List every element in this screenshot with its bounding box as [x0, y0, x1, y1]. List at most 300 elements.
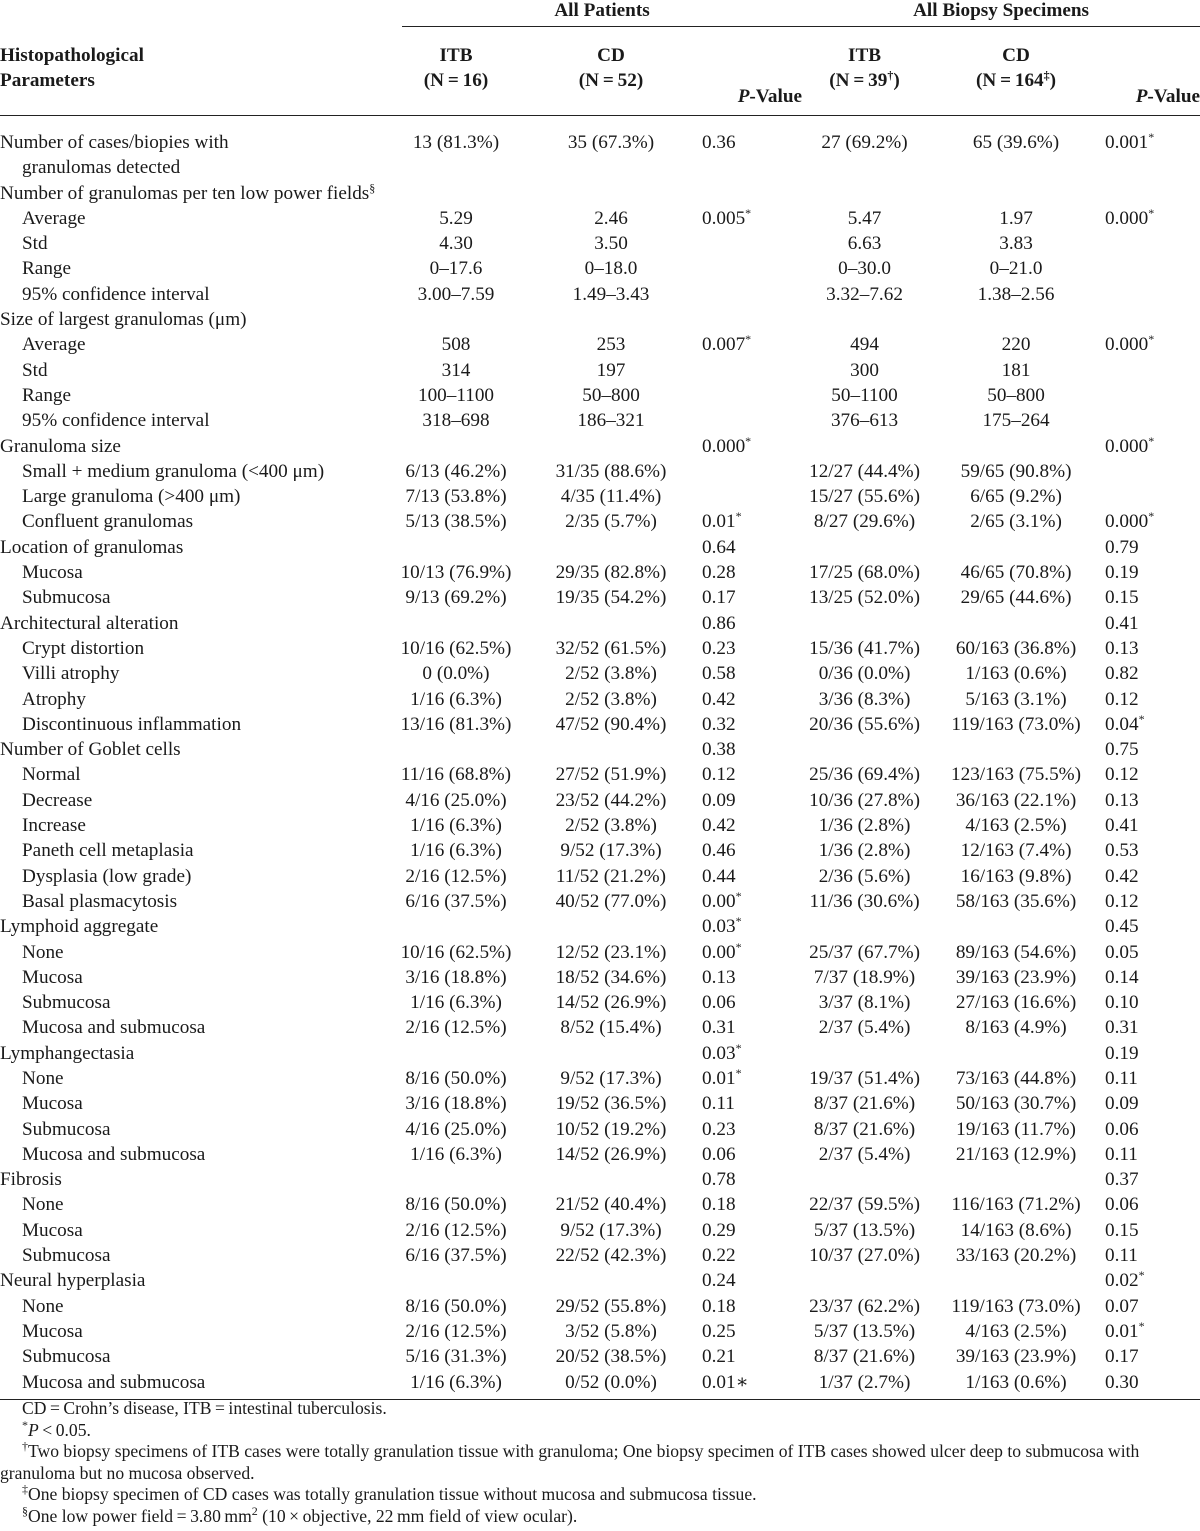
pvalue-biopsy-cell: [1105, 181, 1200, 206]
column-header-row: [0, 27, 1200, 116]
pvalue-biopsy-cell: 0.07: [1105, 1295, 1139, 1317]
itb-patients-cell: 7/13 (53.8%): [405, 486, 507, 508]
row-label: Confluent granulomas: [22, 511, 194, 533]
pvalue-biopsy-cell: 0.19: [1105, 1042, 1139, 1064]
cd-patients-cell: [520, 434, 702, 459]
pvalue-patients-cell: 0.01∗: [702, 1370, 802, 1400]
cd-patients-cell: 29/52 (55.8%): [555, 1295, 667, 1317]
pvalue-biopsy-cell: [1105, 358, 1200, 383]
cd-patients-cell: 29/35 (82.8%): [555, 562, 667, 584]
table-row: [0, 408, 1200, 433]
cd-patients-cell: 27/52 (51.9%): [555, 764, 667, 786]
pvalue-biopsy-cell: 0.11: [1105, 1143, 1138, 1165]
cd-biopsy-cell: 39/163 (23.9%): [955, 1346, 1077, 1368]
itb-biopsy-cell: [802, 181, 927, 206]
footnote-abbrev: CD = Crohn’s disease, ITB = intestinal tuberculosis.: [22, 1398, 387, 1418]
itb-patients-n: (N = 16): [423, 70, 489, 91]
itb-patients-cell: 10/16 (62.5%): [400, 637, 512, 659]
itb-biopsy-cell: 5/37 (13.5%): [813, 1320, 916, 1342]
row-label: Submucosa: [22, 1118, 111, 1140]
itb-patients-cell: [392, 1167, 520, 1192]
row-label: Neural hyperplasia: [0, 1270, 146, 1292]
pvalue-patients-cell: 0.22: [702, 1245, 736, 1267]
table-row: [0, 535, 1200, 560]
table-row: [0, 1268, 1200, 1293]
itb-biopsy-cell: [802, 611, 927, 636]
cd-biopsy-cell: 0–21.0: [989, 258, 1043, 280]
cd-patients-cell: 2/35 (5.7%): [565, 511, 657, 533]
pvalue-patients-cell: 0.78: [702, 1169, 736, 1191]
pvalue-patients-cell: 0.42: [702, 688, 736, 710]
row-label: 95% confidence interval: [22, 283, 210, 305]
cd-biopsy-cell: 33/163 (20.2%): [955, 1245, 1077, 1267]
itb-patients-cell: 3.00–7.59: [417, 283, 495, 305]
itb-biopsy-cell: 25/37 (67.7%): [809, 941, 920, 963]
itb-patients-cell: 4/16 (25.0%): [405, 1118, 507, 1140]
itb-biopsy-cell: 12/27 (44.4%): [809, 460, 920, 482]
table-row: [0, 1319, 1200, 1344]
pvalue-patients-cell: 0.000*: [702, 433, 752, 457]
row-label: Number of cases/biopies with: [0, 132, 229, 153]
cd-biopsy-cell: 220: [1001, 334, 1031, 356]
table-row: [0, 990, 1200, 1015]
pvalue-biopsy-cell: 0.09: [1105, 1093, 1139, 1115]
row-label: Normal: [22, 764, 81, 786]
pvalue-biopsy-cell: [1105, 408, 1200, 433]
cd-biopsy-cell: 89/163 (54.6%): [955, 941, 1077, 963]
itb-patients-cell: 10/16 (62.5%): [400, 941, 512, 963]
cd-patients-cell: 0–18.0: [584, 258, 638, 280]
cd-patients-cell: 14/52 (26.9%): [555, 1143, 667, 1165]
itb-patients-cell: 2/16 (12.5%): [405, 1320, 507, 1342]
pvalue-patients-cell: 0.00*: [702, 888, 742, 912]
pvalue-patients-cell: 0.18: [702, 1194, 736, 1216]
itb-patients-cell: 2/16 (12.5%): [405, 1219, 507, 1241]
table-row: [0, 762, 1200, 787]
pvalue-patients-cell: [702, 459, 802, 484]
p-rest: -Value: [749, 86, 803, 107]
pvalue-patients-cell: 0.17: [702, 587, 736, 609]
row-label: Lymphoid aggregate: [0, 916, 159, 938]
cd-biopsy-cell: 36/163 (22.1%): [955, 789, 1077, 811]
param-column-header: [0, 27, 392, 116]
itb-patients-cell: [392, 611, 520, 636]
itb-patients-cell: 1/16 (6.3%): [410, 992, 502, 1014]
pvalue-patients-cell: [702, 358, 802, 383]
itb-biopsy-cell: 50–1100: [831, 384, 898, 406]
pvalue-patients-cell: [702, 181, 802, 206]
table-row: [0, 1218, 1200, 1243]
pvalue-patients-cell: 0.38: [702, 739, 736, 761]
pvalue-biopsy-cell: 0.75: [1105, 739, 1139, 761]
itb-patients-cell: 3/16 (18.8%): [405, 966, 507, 988]
row-label: 95% confidence interval: [22, 410, 210, 432]
cd-biopsy-cell: 5/163 (3.1%): [965, 688, 1067, 710]
pvalue-biopsy-header: [1105, 27, 1200, 116]
table-row: [0, 611, 1200, 636]
pvalue-biopsy-cell: 0.30: [1105, 1370, 1200, 1400]
itb-patients-cell: 1/16 (6.3%): [410, 840, 502, 862]
cd-patients-cell: 10/52 (19.2%): [555, 1118, 667, 1140]
itb-patients-cell: [392, 307, 520, 332]
footnote-star: *P < 0.05.: [22, 1417, 91, 1440]
pvalue-biopsy-cell: 0.31: [1105, 1017, 1139, 1039]
itb-patients-cell: 318–698: [422, 410, 490, 432]
group-header-row: [0, 0, 1200, 27]
pvalue-patients-cell: 0.58: [702, 663, 736, 685]
itb-patients-cell: [392, 155, 520, 180]
pvalue-biopsy-cell: 0.37: [1105, 1169, 1139, 1191]
table-row: [0, 282, 1200, 307]
cd-biopsy-cell: [927, 181, 1105, 206]
pvalue-patients-cell: [702, 307, 802, 332]
pvalue-biopsy-cell: 0.79: [1105, 536, 1139, 558]
row-label: Lymphangectasia: [0, 1042, 135, 1064]
table-row: [0, 889, 1200, 914]
row-label: Mucosa: [22, 562, 83, 584]
row-label: Location of granulomas: [0, 536, 184, 558]
row-label: None: [22, 941, 64, 963]
table-row: [0, 256, 1200, 281]
itb-patients-cell: [392, 737, 520, 762]
pvalue-patients-cell: 0.01*: [702, 509, 742, 533]
itb-biopsy-cell: [802, 307, 927, 332]
row-label: Mucosa and submucosa: [22, 1017, 206, 1039]
pvalue-patients-cell: 0.09: [702, 789, 736, 811]
itb-patients-cell: 3/16 (18.8%): [405, 1093, 507, 1115]
cd-patients-cell: 35 (67.3%): [567, 132, 655, 153]
table-row: [0, 1117, 1200, 1142]
cd-biopsy-cell: [927, 737, 1105, 762]
cd-biopsy-cell: 1.38–2.56: [977, 283, 1055, 305]
cd-biopsy-cell: 29/65 (44.6%): [960, 587, 1072, 609]
row-label: Size of largest granulomas (μm): [0, 309, 247, 331]
row-label: Number of Goblet cells: [0, 739, 181, 761]
itb-biopsy-cell: [802, 155, 927, 180]
pvalue-biopsy-cell: 0.13: [1105, 789, 1139, 811]
itb-patients-cell: 2/16 (12.5%): [405, 865, 507, 887]
itb-biopsy-cell: [802, 1167, 927, 1192]
cd-label: CD: [1002, 45, 1030, 66]
row-label: Small + medium granuloma (<400 μm): [22, 460, 325, 482]
pvalue-biopsy-cell: 0.06: [1105, 1118, 1139, 1140]
cd-biopsy-n: (N = 164‡): [976, 67, 1057, 91]
pvalue-patients-cell: 0.06: [702, 992, 736, 1014]
pvalue-patients-cell: [702, 484, 802, 509]
pvalue-biopsy-cell: 0.000*: [1105, 332, 1155, 356]
cd-biopsy-cell: 119/163 (73.0%): [951, 713, 1081, 735]
itb-label: ITB: [439, 45, 473, 66]
row-label: Mucosa and submucosa: [22, 1143, 206, 1165]
cd-biopsy-cell: 14/163 (8.6%): [960, 1219, 1072, 1241]
pvalue-biopsy-cell: 0.000*: [1105, 509, 1155, 533]
table-row: [0, 737, 1200, 762]
cd-patients-cell: 22/52 (42.3%): [555, 1245, 667, 1267]
table-row: [0, 687, 1200, 712]
cd-biopsy-cell: 46/65 (70.8%): [960, 562, 1072, 584]
itb-biopsy-cell: [802, 1268, 927, 1293]
itb-patients-cell: 13 (81.3%): [412, 132, 500, 153]
itb-biopsy-cell: 25/36 (69.4%): [809, 764, 920, 786]
cd-biopsy-cell: 58/163 (35.6%): [955, 890, 1077, 912]
cd-biopsy-cell: 116/163 (71.2%): [951, 1194, 1081, 1216]
pvalue-patients-cell: 0.13: [702, 966, 736, 988]
itb-biopsy-cell: [802, 535, 927, 560]
pvalue-biopsy-cell: 0.11: [1105, 1245, 1138, 1267]
row-label: Submucosa: [22, 1346, 111, 1368]
row-label: Dysplasia (low grade): [22, 865, 192, 887]
row-label: Submucosa: [22, 587, 111, 609]
itb-patients-cell: [392, 1041, 520, 1066]
p-rest: -Value: [1147, 86, 1200, 107]
pvalue-patients-cell: 0.36: [702, 132, 736, 153]
itb-patients-cell: [392, 181, 520, 206]
pvalue-patients-cell: 0.25: [702, 1320, 736, 1342]
cd-biopsy-header: [927, 27, 1105, 116]
group-all-patients-label: All Patients: [402, 0, 802, 27]
pvalue-biopsy-cell: [1105, 256, 1200, 281]
itb-biopsy-cell: 10/37 (27.0%): [809, 1245, 920, 1267]
pvalue-patients-cell: [702, 383, 802, 408]
table-row: [0, 585, 1200, 610]
cd-patients-n: (N = 52): [578, 70, 644, 91]
cd-biopsy-cell: 4/163 (2.5%): [965, 1320, 1067, 1342]
table-row: [0, 358, 1200, 383]
table-row: [0, 1091, 1200, 1116]
cd-patients-cell: 50–800: [582, 384, 640, 406]
row-label: Mucosa and submucosa: [0, 1370, 392, 1400]
itb-patients-cell: 6/13 (46.2%): [405, 460, 507, 482]
itb-patients-cell: 6/16 (37.5%): [405, 1245, 507, 1267]
itb-biopsy-cell: 0–30.0: [838, 258, 891, 280]
cd-patients-cell: [520, 1268, 702, 1293]
footnote-ddagger: ‡One biopsy specimen of CD cases was totally granulation tissue without mucosa and submucosa tissue.: [22, 1481, 757, 1504]
itb-biopsy-cell: 2/37 (5.4%): [818, 1143, 911, 1165]
itb-patients-cell: 0–17.6: [429, 258, 483, 280]
pvalue-patients-cell: 0.23: [702, 637, 736, 659]
cd-biopsy-cell: [927, 1041, 1105, 1066]
itb-biopsy-cell: 19/37 (51.4%): [809, 1067, 920, 1089]
cd-biopsy-cell: 6/65 (9.2%): [970, 486, 1062, 508]
itb-biopsy-cell: 5.47: [847, 207, 882, 229]
pvalue-biopsy-cell: 0.12: [1105, 764, 1139, 786]
pvalue-biopsy-cell: 0.41: [1105, 612, 1139, 634]
row-label: Granuloma size: [0, 435, 121, 457]
pvalue-patients-cell: 0.64: [702, 536, 736, 558]
cd-patients-cell: 21/52 (40.4%): [555, 1194, 667, 1216]
cd-patients-cell: 2/52 (3.8%): [565, 815, 657, 837]
p-italic: P: [737, 86, 750, 107]
cd-biopsy-cell: 1/163 (0.6%): [965, 663, 1067, 685]
table-row: [0, 813, 1200, 838]
table-row: [0, 838, 1200, 863]
table-row: [0, 712, 1200, 737]
pvalue-patients-cell: 0.007*: [702, 332, 752, 356]
itb-biopsy-cell: 8/27 (29.6%): [813, 511, 916, 533]
pvalue-biopsy-cell: 0.45: [1105, 916, 1139, 938]
pvalue-biopsy-cell: 0.53: [1105, 840, 1139, 862]
pvalue-biopsy-cell: 0.15: [1105, 1219, 1139, 1241]
pvalue-biopsy-cell: 0.14: [1105, 966, 1139, 988]
pvalue-biopsy-cell: 0.05: [1105, 941, 1139, 963]
pvalue-patients-cell: 0.24: [702, 1270, 736, 1292]
row-label: granulomas detected: [22, 157, 181, 179]
pvalue-patients-cell: 0.44: [702, 865, 736, 887]
table-row: [0, 1344, 1200, 1369]
pvalue-patients-cell: [702, 231, 802, 256]
itb-biopsy-cell: 0/36 (0.0%): [818, 663, 911, 685]
itb-biopsy-cell: 23/37 (62.2%): [809, 1295, 920, 1317]
cd-patients-cell: 253: [596, 334, 626, 356]
pvalue-patients-cell: 0.03*: [702, 914, 742, 938]
group-all-biopsy-label: All Biopsy Specimens: [802, 0, 1200, 27]
itb-patients-cell: 11/16 (68.8%): [400, 764, 512, 786]
pvalue-biopsy-cell: 0.17: [1105, 1346, 1139, 1368]
itb-biopsy-header: [802, 27, 927, 116]
itb-patients-cell: [392, 1268, 520, 1293]
cd-label: CD: [597, 45, 625, 66]
cd-biopsy-cell: [927, 307, 1105, 332]
cd-patients-cell: 12/52 (23.1%): [555, 941, 667, 963]
cd-biopsy-cell: 119/163 (73.0%): [951, 1295, 1081, 1317]
table-row: [0, 332, 1200, 357]
row-label: Atrophy: [22, 688, 86, 710]
itb-biopsy-n: (N = 39†): [829, 67, 900, 91]
itb-patients-header: [392, 27, 520, 116]
pvalue-biopsy-cell: 0.82: [1105, 663, 1139, 685]
cd-biopsy-cell: 1/163 (0.6%): [927, 1370, 1105, 1400]
pvalue-biopsy-cell: [1105, 231, 1200, 256]
cd-biopsy-cell: 12/163 (7.4%): [960, 840, 1072, 862]
cd-patients-cell: 1.49–3.43: [572, 283, 650, 305]
row-label: Number of granulomas per ten low power fields§: [0, 180, 376, 204]
group-all-patients: [392, 0, 802, 27]
cd-patients-cell: [520, 611, 702, 636]
pvalue-biopsy-cell: 0.06: [1105, 1194, 1139, 1216]
cd-patients-cell: 2.46: [594, 207, 628, 229]
pvalue-biopsy-cell: 0.10: [1105, 992, 1139, 1014]
pvalue-biopsy-cell: 0.04*: [1105, 711, 1145, 735]
pvalue-patients-cell: [702, 282, 802, 307]
cd-biopsy-cell: [927, 434, 1105, 459]
cd-patients-cell: [520, 1167, 702, 1192]
table-row: [0, 307, 1200, 332]
cd-patients-cell: [520, 181, 702, 206]
table-row: [0, 459, 1200, 484]
row-label: Crypt distortion: [22, 637, 145, 659]
itb-biopsy-cell: [802, 434, 927, 459]
cd-biopsy-cell: 181: [1001, 359, 1031, 381]
row-label: Discontinuous inflammation: [22, 713, 242, 735]
row-label: Villi atrophy: [22, 663, 120, 685]
pvalue-patients-cell: 0.06: [702, 1143, 736, 1165]
cd-patients-cell: 0/52 (0.0%): [520, 1370, 702, 1400]
cd-patients-cell: 9/52 (17.3%): [560, 1219, 662, 1241]
table-row: [0, 560, 1200, 585]
cd-biopsy-cell: 50–800: [987, 384, 1045, 406]
pvalue-patients-cell: 0.29: [702, 1219, 736, 1241]
pvalue-biopsy-cell: 0.02*: [1105, 1268, 1145, 1292]
row-label: Architectural alteration: [0, 612, 179, 634]
itb-biopsy-cell: 300: [850, 359, 879, 381]
pvalue-patients-cell: 0.31: [702, 1017, 736, 1039]
itb-label: ITB: [847, 45, 882, 66]
row-label: Mucosa: [22, 1219, 83, 1241]
itb-biopsy-cell: 1/37 (2.7%): [802, 1370, 927, 1400]
row-label: Basal plasmacytosis: [22, 890, 178, 912]
row-label: None: [22, 1194, 64, 1216]
table-row: [0, 1370, 1200, 1400]
itb-biopsy-cell: 6.63: [847, 233, 882, 255]
pvalue-patients-cell: 0.11: [702, 1093, 735, 1115]
cd-patients-cell: [520, 155, 702, 180]
pvalue-biopsy-cell: 0.19: [1105, 562, 1139, 584]
row-label: Large granuloma (>400 μm): [22, 486, 241, 508]
table-row: [0, 1167, 1200, 1192]
table-row: [0, 130, 1200, 155]
cd-biopsy-cell: 123/163 (75.5%): [951, 764, 1082, 786]
cd-patients-cell: [520, 1041, 702, 1066]
cd-patients-cell: 31/35 (88.6%): [555, 460, 667, 482]
cd-patients-cell: 3/52 (5.8%): [565, 1320, 657, 1342]
table-row: [0, 1192, 1200, 1217]
cd-patients-cell: [520, 914, 702, 939]
pvalue-biopsy-cell: 0.12: [1105, 688, 1139, 710]
table-row: [0, 1066, 1200, 1091]
table-row: [0, 661, 1200, 686]
table-row: [0, 1142, 1200, 1167]
row-label: Submucosa: [22, 1245, 111, 1267]
cd-patients-cell: 40/52 (77.0%): [555, 890, 667, 912]
itb-patients-cell: 10/13 (76.9%): [400, 562, 512, 584]
cd-patients-cell: 11/52 (21.2%): [555, 865, 667, 887]
itb-biopsy-cell: 3/36 (8.3%): [818, 688, 911, 710]
pvalue-biopsy-cell: [1105, 484, 1200, 509]
table-row: [0, 788, 1200, 813]
table-row: [0, 636, 1200, 661]
itb-biopsy-cell: 494: [850, 334, 879, 356]
cd-patients-cell: 2/52 (3.8%): [565, 688, 657, 710]
pvalue-biopsy-cell: [1105, 155, 1200, 180]
pvalue-patients-cell: 0.12: [702, 764, 736, 786]
pvalue-patients-cell: 0.005*: [702, 205, 752, 229]
row-label: Mucosa: [22, 966, 83, 988]
itb-patients-cell: 5/13 (38.5%): [405, 511, 507, 533]
cd-patients-cell: 197: [596, 359, 626, 381]
pvalue-patients-cell: 0.21: [702, 1346, 736, 1368]
pvalue-patients-cell: [702, 408, 802, 433]
pvalue-patients-cell: 0.01*: [702, 1065, 742, 1089]
cd-patients-cell: 47/52 (90.4%): [555, 713, 667, 735]
pvalue-biopsy-cell: 0.001*: [1105, 129, 1155, 153]
itb-biopsy-cell: 17/25 (68.0%): [809, 562, 920, 584]
table-row: [0, 965, 1200, 990]
table-row: [0, 484, 1200, 509]
itb-patients-cell: 5.29: [439, 207, 473, 229]
itb-biopsy-cell: 15/27 (55.6%): [809, 486, 920, 508]
cd-patients-cell: 186–321: [577, 410, 645, 432]
itb-biopsy-cell: 27 (69.2%): [821, 132, 908, 153]
row-label: None: [22, 1295, 64, 1317]
table-row: [0, 1041, 1200, 1066]
cd-patients-cell: 2/52 (3.8%): [565, 663, 657, 685]
cd-biopsy-cell: 27/163 (16.6%): [955, 992, 1077, 1014]
itb-patients-cell: 9/13 (69.2%): [405, 587, 507, 609]
cd-biopsy-cell: 39/163 (23.9%): [955, 966, 1077, 988]
itb-biopsy-cell: 5/37 (13.5%): [813, 1219, 916, 1241]
p-italic: P: [1135, 86, 1148, 107]
itb-patients-cell: 4.30: [439, 233, 473, 255]
